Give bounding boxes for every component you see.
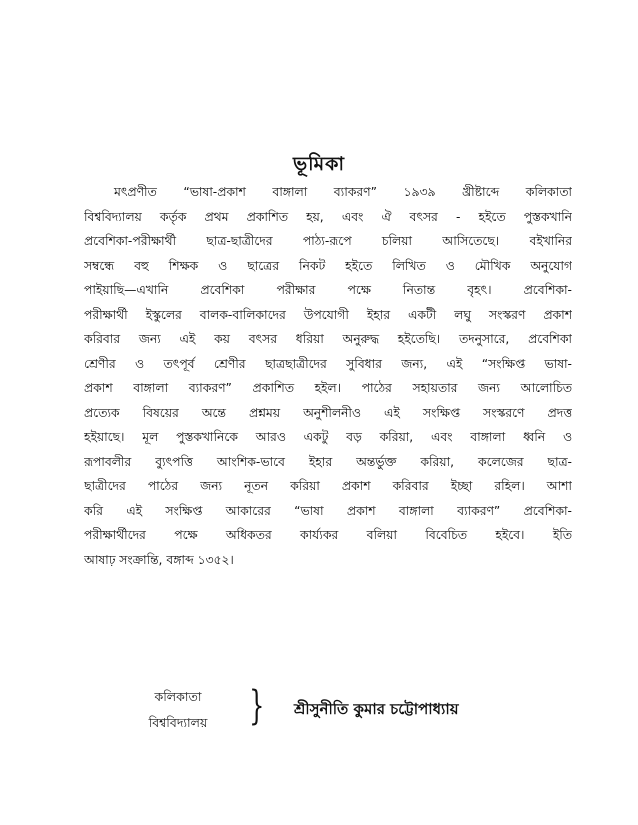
place-line-city: কলিকাতা xyxy=(154,689,202,704)
body-line: বিশ্ববিদ্যালয় কর্তৃক প্রথম প্রকাশিত হয়, এবং ঐ বৎসর - হইতে পুস্তকখানি xyxy=(84,209,572,224)
place-block xyxy=(138,684,218,736)
body-line: প্রকাশ বাঙ্গালা ব্যাকরণ” প্রকাশিত হইল। পাঠের সহায়তার জন্য আলোচিত xyxy=(84,381,572,395)
preface-title: ভূমিকা xyxy=(293,153,345,175)
body-line: প্রবেশিকা-পরীক্ষার্থী ছাত্র-ছাত্রীদের পাঠ্য-রূপে চলিয়া আসিতেছে। বইখানির xyxy=(84,234,572,248)
body-line: করিবার জন্য এই কয় বৎসর ধরিয়া অনুরুদ্ধ হইতেছি। তদনুসারে, প্রবেশিকা xyxy=(84,332,572,346)
body-line: শ্রেণীর ও তৎপূর্ব শ্রেণীর ছাত্রছাত্রীদের সুবিধার জন্য, এই “সংক্ষিপ্ত ভাষা- xyxy=(84,356,572,371)
body-line: রূপাবলীর ব্যুৎপত্তি আংশিক-ভাবে ইহার অন্তর্ভুক্ত করিয়া, কলেজের ছাত্র- xyxy=(84,454,572,469)
curly-brace-divider: } xyxy=(249,683,265,729)
body-line-date: আষাঢ় সংক্রান্তি, বঙ্গাব্দ ১৩৫২। xyxy=(84,552,234,567)
signature-block xyxy=(0,684,638,754)
body-line: মৎপ্রণীত “ভাষা-প্রকাশ বাঙ্গালা ব্যাকরণ” ১৯৩৯ খ্রীষ্টাব্দে কলিকাতা xyxy=(114,185,572,199)
body-line: প্রত্যেক বিষয়ের অন্তে প্রশ্নময় অনুশীলনীও এই সংক্ষিপ্ত সংস্করণে প্রদত্ত xyxy=(84,405,572,420)
body-line: করি এই সংক্ষিপ্ত আকারের “ভাষা প্রকাশ বাঙ্গালা ব্যাকরণ” প্রবেশিকা- xyxy=(84,503,572,518)
body-line: ছাত্রীদের পাঠের জন্য নূতন করিয়া প্রকাশ করিবার ইচ্ছা রহিল। আশা xyxy=(84,479,572,493)
place-line-university: বিশ্ববিদ্যালয় xyxy=(148,715,208,730)
body-line: পাইয়াছি—এখানি প্রবেশিকা পরীক্ষার পক্ষে নিতান্ত বৃহৎ। প্রবেশিকা- xyxy=(84,283,572,297)
body-line: সম্বন্ধে বহু শিক্ষক ও ছাত্রের নিকট হইতে লিখিত ও মৌখিক অনুযোগ xyxy=(84,258,572,273)
body-line: পরীক্ষার্থীদের পক্ষে অধিকতর কার্য্যকর বলিয়া বিবেচিত হইবে। ইতি xyxy=(84,528,572,542)
body-line: হইয়াছে। মূল পুস্তকখানিকে আরও একটু বড় করিয়া, এবং বাঙ্গালা ধ্বনি ও xyxy=(84,430,572,444)
author-signature: শ্রীসুনীতি কুমার চট্টোপাধ্যায় xyxy=(294,700,459,718)
preface-body xyxy=(84,180,572,572)
body-line: পরীক্ষার্থী ইস্কুলের বালক-বালিকাদের উপযোগী ইহার একটী লঘু সংস্করণ প্রকাশ xyxy=(84,307,572,322)
